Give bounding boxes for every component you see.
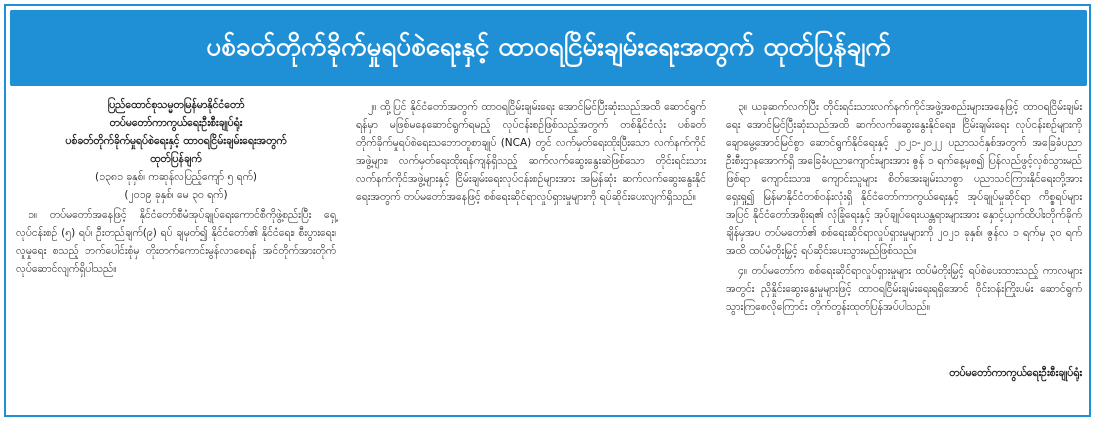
paragraph-1: ၁။ တပ်မတော်အနေဖြင့် နိုင်ငံတော်စီမံအုပ်ချုပ်ရေးကောင်စီကိုဖွဲ့စည်းပြီး ရှေ့လုပ်ငန်းစဉ် (၅) ရပ်၊ ဦးတည်ချက်(၉) ရပ် ချမှတ်၍ နိုင်ငံတော်၏ နိုင်ငံရေး၊ စီးပွားရေး၊ လူမှုရေး စသည့် ဘက်ပေါင်းစုံမှ တိုးတက်ကောင်းမွန်လာစေရန် အင်တိုက်အားတိုက် လုပ်ဆောင်လျက်ရှိပါသည်။ — [16, 209, 336, 275]
paragraph-2: ၂။ ထို့ပြင် နိုင်ငံတော်အတွက် ထာဝရငြိမ်းချမ်းရေး အောင်မြင်ပြီးဆုံးသည်အထိ ဆောင်ရွက်ရန်မှာ မဖြစ်မနေဆောင်ရွက်ရမည့် လုပ်ငန်းစဉ်ဖြစ်သည့်အတွက် တစ်နိုင်ငံလုံး ပစ်ခတ်တိုက်ခိုက်မှုရပ်စဲရေးသဘောတူစာချုပ် (NCA) တွင် လက်မှတ်ရေးထိုးပြီးသော လက်နက်ကိုင်အဖွဲ့များ၊ လက်မှတ်ရေးထိုးရန်ကျန်ရှိသည့် ဆက်လက်ဆွေးနွေးဆဲဖြစ်သော တိုင်းရင်းသား လက်နက်ကိုင်အဖွဲ့များနှင့် ငြိမ်းချမ်းရေးလုပ်ငန်းစဉ်များအား အမြန်ဆုံး ဆက်လက်ဆွေးနွေးနိုင်ရေးအတွက် တပ်မတော်အနေဖြင့် စစ်ရေးဆိုင်ရာလှုပ်ရှားမှုများကို ရပ်ဆိုင်းပေးလျက်ရှိသည်။ — [356, 101, 706, 203]
header-line-4: ထုတ်ပြန်ချက် — [150, 153, 202, 165]
column-3 — [716, 96, 1082, 414]
column-1 — [16, 96, 346, 414]
column-2 — [346, 96, 716, 414]
date-gregorian: (၂၀၁၉ ခုနှစ်၊ မေ ၃၀ ရက်) — [124, 189, 228, 201]
announcement-body — [16, 96, 1082, 414]
header-line-1: ပြည်ထောင်စုသမ္မတမြန်မာနိုင်ငံတော် — [107, 99, 245, 111]
signature: တပ်မတော်ကာကွယ်ရေးဦးစီးချုပ်ရုံး — [949, 367, 1082, 379]
paragraph-4: ၄။ တပ်မတော်က စစ်ရေးဆိုင်ရာလှုပ်ရှားမှုများ ထပ်မံတိုးမြှင့် ရပ်စဲပေးထားသည့် ကာလများအတွင်း ညှိနှိုင်းဆွေးနွေးမှုများဖြင့် ထာဝရငြိမ်းချမ်းရေးရရှိအောင် ဝိုင်းဝန်းကြိုးပမ်း ဆောင်ရွက်သွားကြစေလိုကြောင်း တိုက်တွန်းထုတ်ပြန်အပ်ပါသည်။ — [726, 265, 1082, 313]
paragraph-3: ၃။ ယခုဆက်လက်ပြီး တိုင်းရင်းသားလက်နက်ကိုင်အဖွဲ့အစည်းများအနေဖြင့် ထာဝရငြိမ်းချမ်းရေး အောင်မြင်ပြီးဆုံးသည်အထိ ဆက်လက်ဆွေးနွေးနိုင်ရေး၊ ငြိမ်းချမ်းရေး လုပ်ငန်းစဉ်များကို ချောမွေ့အောင်မြင်စွာ ဆောင်ရွက်နိုင်ရေးနှင့် ၂၀၂၁-၂၀၂၂ ပညာသင်နှစ်အတွက် အခြေခံပညာဦးစီးဌာနအောက်ရှိ အခြေခံပညာကျောင်းများအား ဇွန် ၁ ရက်နေ့မှစ၍ ပြန်လည်ဖွင့်လှစ်သွားမည်ဖြစ်ရာ ကျောင်းသား၊ ကျောင်းသူများ စိတ်အေးချမ်းသာစွာ ပညာသင်ကြားနိုင်ရေးတို့အား ရှေးရှု၍ မြန်မာနိုင်ငံတစ်ဝန်းလုံးရှိ နိုင်ငံတော်ကာကွယ်ရေးနှင့် အုပ်ချုပ်မှုဆိုင်ရာ ကိစ္စရပ်များအပြင် နိုင်ငံတော်အစိုးရ၏ လုံခြုံရေးနှင့် အုပ်ချုပ်ရေးယန္တရားများအား နှောင့်ယှက်ထိပါးတိုက်ခိုက်ချိန်မှအပ တပ်မတော်၏ စစ်ရေးဆိုင်ရာလှုပ်ရှားမှုများကို ၂၀၂၁ ခုနှစ်၊ ဇွန်လ ၁ ရက်မှ ၃၀ ရက်အထိ ထပ်မံတိုးမြှင့် ရပ်ဆိုင်းပေးသွားမည်ဖြစ်သည်။ — [726, 101, 1082, 257]
title-banner — [10, 10, 1087, 86]
header-line-3: ပစ်ခတ်တိုက်ခိုက်မှုရပ်စဲရေးနှင့် ထာဝရငြိမ်းချမ်းရေးအတွက် — [65, 135, 287, 147]
header-line-2: တပ်မတော်ကာကွယ်ရေးဦးစီးချုပ်ရုံး — [109, 117, 243, 129]
announcement-title: ပစ်ခတ်တိုက်ခိုက်မှုရပ်စဲရေးနှင့် ထာဝရငြိမ်းချမ်းရေးအတွက် ထုတ်ပြန်ချက် — [206, 31, 891, 62]
date-burmese: (၁၃၈၁ ခုနှစ်၊ ကဆုန်လပြည့်ကျော် ၅ ရက်) — [95, 171, 257, 183]
